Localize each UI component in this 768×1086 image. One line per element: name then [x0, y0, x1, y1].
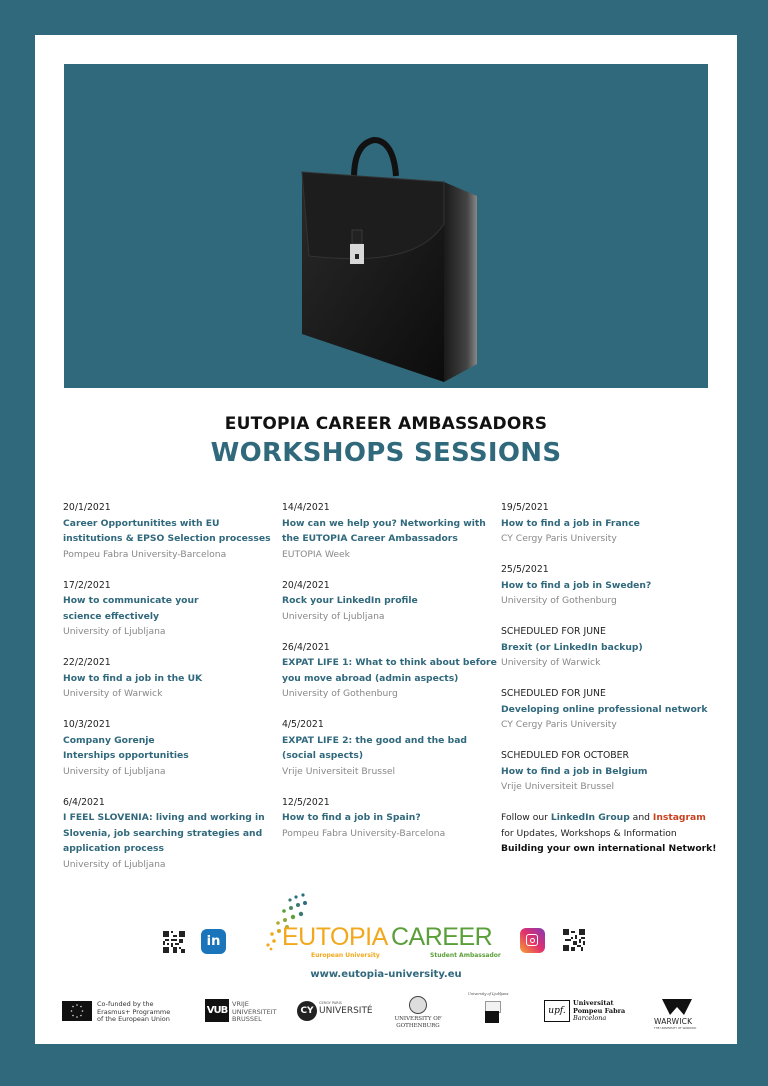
gothenburg-text-line: GOTHENBURG — [396, 1023, 440, 1029]
cy-small-text: CERGY PARIS — [319, 1001, 342, 1005]
session-topic: Slovenia, job searching strategies and — [63, 827, 263, 839]
session-topic: science effectively — [63, 610, 159, 622]
vub-text — [232, 1001, 277, 1024]
session-entry — [282, 500, 500, 562]
session-host: University of Warwick — [501, 657, 601, 668]
session-topic: EXPAT LIFE 1: What to think about before — [282, 657, 497, 668]
session-entry — [63, 578, 281, 640]
instagram-icon[interactable] — [520, 928, 545, 953]
session-entry — [501, 686, 719, 733]
session-topic: Interships opportunities — [63, 750, 189, 761]
session-entry — [282, 795, 500, 842]
warwick-logo-icon — [662, 999, 692, 1015]
session-topic: Rock your LinkedIn profile — [282, 595, 418, 606]
session-topic: Company Gorenje — [63, 734, 155, 746]
session-host: University of Gothenburg — [501, 595, 617, 606]
instagram-qr-code-icon[interactable] — [563, 929, 585, 951]
session-topic: How to find a job in Belgium — [501, 765, 648, 777]
title-line-1: EUTOPIA CAREER AMBASSADORS — [224, 414, 548, 434]
session-date: 12/5/2021 — [282, 796, 330, 808]
follow-line-2: for Updates, Workshops & Information — [501, 827, 677, 839]
session-date: 6/4/2021 — [63, 796, 105, 808]
session-entry — [282, 578, 500, 625]
session-date: 10/3/2021 — [63, 719, 111, 730]
hero-image-panel — [64, 64, 708, 388]
gothenburg-text — [390, 1016, 446, 1030]
vub-text-line: VRIJE — [232, 1000, 249, 1008]
session-entry — [63, 717, 281, 779]
partner-logos — [35, 993, 737, 1038]
session-topic: How to find a job in Spain? — [282, 812, 421, 823]
logo-sub-student-ambassador: Student Ambassador — [430, 952, 501, 959]
session-topic: How to communicate your — [63, 595, 199, 606]
session-date: 20/4/2021 — [282, 579, 330, 591]
session-date: 19/5/2021 — [501, 502, 549, 513]
session-topic: How to find a job in Sweden? — [501, 579, 652, 591]
session-host: CY Cergy Paris University — [501, 719, 617, 730]
session-entry — [282, 640, 500, 702]
session-host: University of Ljubljana — [63, 765, 166, 777]
page-title: WORKSHOPS SESSIONS — [210, 438, 562, 468]
sessions-column-3 — [501, 500, 719, 857]
eu-text-line: Erasmus+ Programme — [97, 1007, 171, 1016]
session-topic: EXPAT LIFE 2: the good and the bad — [282, 734, 467, 746]
session-host: University of Warwick — [63, 688, 163, 699]
session-host: University of Ljubljana — [282, 610, 385, 622]
session-date: 20/1/2021 — [63, 502, 111, 513]
session-topic: How can we help you? Networking with — [282, 517, 486, 529]
vub-logo: VUB — [205, 999, 229, 1022]
session-entry — [63, 795, 281, 873]
session-date: 17/2/2021 — [63, 579, 111, 591]
vub-text-line: BRUSSEL — [232, 1015, 262, 1023]
session-topic: the EUTOPIA Career Ambassadors — [282, 533, 458, 544]
logo-row — [35, 885, 737, 965]
upf-text — [573, 1000, 625, 1023]
logo-sub-european-university: European University — [311, 952, 380, 959]
session-entry — [282, 717, 500, 779]
briefcase-icon — [64, 64, 708, 388]
session-entry — [501, 748, 719, 795]
session-date: SCHEDULED FOR OCTOBER — [501, 750, 629, 761]
upf-text-line: Pompeu Fabra — [573, 1006, 626, 1015]
session-entry — [63, 655, 281, 702]
linkedin-icon[interactable]: in — [201, 929, 226, 954]
gothenburg-seal-icon — [409, 996, 427, 1014]
session-entry — [501, 500, 719, 547]
ljubljana-block-icon — [485, 1011, 499, 1023]
vub-text-line: UNIVERSITEIT — [232, 1007, 277, 1016]
upf-text-line: Barcelona — [573, 1014, 607, 1022]
gothenburg-text-line: UNIVERSITY OF — [394, 1016, 442, 1022]
session-date: SCHEDULED FOR JUNE — [501, 688, 606, 699]
session-topic: How to find a job in France — [501, 517, 640, 529]
session-date: 4/5/2021 — [282, 719, 324, 730]
follow-middle: and — [629, 812, 653, 823]
session-date: SCHEDULED FOR JUNE — [501, 626, 606, 637]
ljubljana-text: University of Ljubljana — [468, 992, 509, 996]
session-host: University of Ljubljana — [63, 858, 166, 870]
session-topic: How to find a job in the UK — [63, 672, 203, 684]
follow-line-3: Building your own international Network! — [501, 843, 717, 854]
session-host: University of Gothenburg — [282, 688, 398, 699]
cy-logo-icon: CY — [297, 1001, 317, 1021]
session-topic: Career Opportunitites with EU — [63, 517, 220, 529]
session-entry — [501, 624, 719, 671]
session-topic: Brexit (or LinkedIn backup) — [501, 641, 643, 653]
session-date: 25/5/2021 — [501, 564, 549, 575]
poster-sheet — [35, 35, 737, 1044]
warwick-text: WARWICK — [654, 1017, 693, 1026]
session-topic: you move abroad (admin aspects) — [282, 672, 459, 684]
session-host: EUTOPIA Week — [282, 548, 350, 560]
logo-word-eutopia: EUTOPIA — [282, 923, 388, 951]
session-host: University of Ljubljana — [63, 626, 166, 637]
instagram-link[interactable]: Instagram — [652, 812, 706, 823]
session-topic: application process — [63, 843, 164, 854]
linkedin-qr-code-icon[interactable] — [163, 931, 185, 953]
follow-prefix: Follow our — [501, 812, 551, 823]
session-date: 22/2/2021 — [63, 657, 111, 668]
linkedin-group-link[interactable]: LinkedIn Group — [550, 812, 630, 823]
session-host: Vrije Universiteit Brussel — [501, 781, 615, 792]
session-topic: institutions & EPSO Selection processes — [63, 533, 271, 544]
session-host: CY Cergy Paris University — [501, 533, 617, 544]
session-topic: Developing online professional network — [501, 703, 708, 715]
session-topic: (social aspects) — [282, 750, 364, 761]
upf-logo: upf. — [544, 1000, 570, 1022]
session-entry — [63, 500, 281, 562]
upf-text-line: Universitat — [573, 999, 614, 1007]
warwick-sub-text: THE UNIVERSITY OF WARWICK — [654, 1026, 697, 1030]
session-host: Vrije Universiteit Brussel — [282, 765, 396, 777]
session-date: 26/4/2021 — [282, 641, 330, 653]
session-topic: I FEEL SLOVENIA: living and working in — [63, 812, 265, 823]
sessions-column-1 — [63, 500, 281, 888]
follow-us-text — [501, 810, 719, 857]
eu-text-line: of the European Union — [97, 1015, 170, 1023]
session-date: 14/4/2021 — [282, 502, 330, 513]
eu-text-line: Co-funded by the — [97, 1000, 154, 1008]
session-entry — [501, 562, 719, 609]
logo-word-career: CAREER — [391, 923, 493, 951]
website-link[interactable]: www.eutopia-university.eu — [310, 969, 462, 980]
eu-cofunded-text — [97, 1001, 170, 1024]
sessions-column-2 — [282, 500, 500, 857]
session-host: Pompeu Fabra University-Barcelona — [63, 548, 227, 560]
session-host: Pompeu Fabra University-Barcelona — [282, 827, 446, 839]
cy-universite-text: UNIVERSITÉ — [319, 1006, 373, 1016]
eu-flag-icon — [62, 1001, 92, 1021]
